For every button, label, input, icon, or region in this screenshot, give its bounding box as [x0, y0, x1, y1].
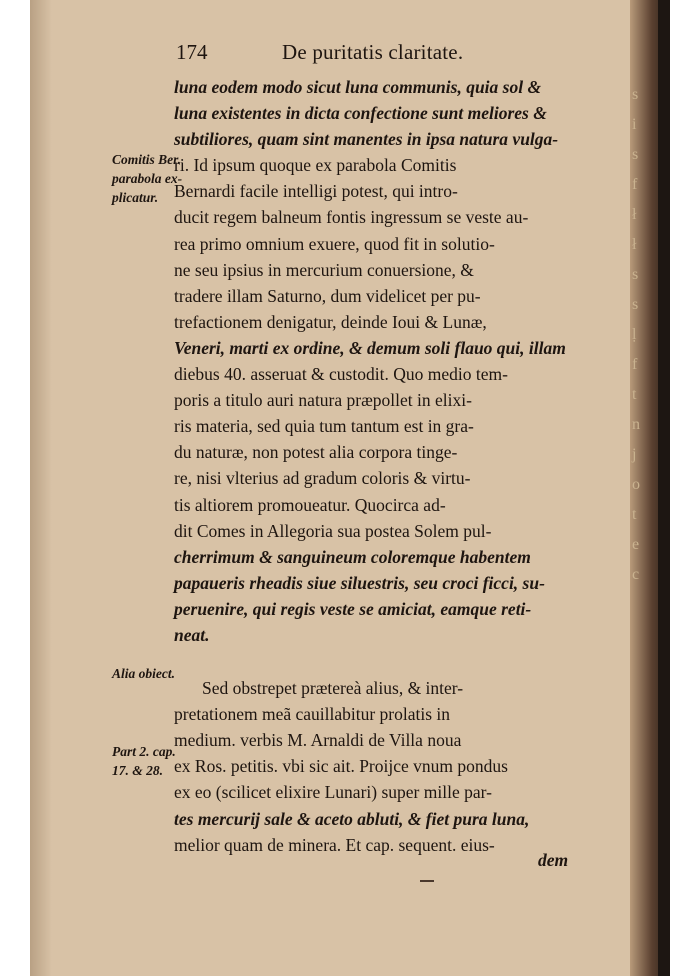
text-line: medium. verbis M. Arnaldi de Villa noua: [174, 730, 462, 751]
marginal-note-line: Part 2. cap.: [112, 744, 176, 759]
text-line: ris materia, sed quia tum tantum est in gra-: [174, 416, 474, 437]
ink-mark: [420, 880, 434, 882]
text-line: peruenire, qui regis veste se amiciat, eamque reti-: [174, 598, 532, 619]
facing-page-letter: s: [632, 86, 639, 103]
facing-page-letter: ł: [632, 236, 637, 253]
text-line: diebus 40. asseruat & custodit. Quo medio tem-: [174, 364, 508, 385]
text-line: ducit regem balneum fontis ingressum se veste au-: [174, 207, 529, 228]
running-head: [176, 40, 596, 70]
text-line: trefactionem denigatur, deinde Ioui & Lunæ,: [174, 311, 487, 332]
facing-page-letter: o: [632, 476, 640, 493]
facing-page-letter: f: [632, 356, 638, 373]
text-line: pretationem meã cauillabitur prolatis in: [174, 704, 451, 725]
text-line: ne seu ipsius in mercurium conuersione, &: [174, 259, 474, 280]
facing-page-letter: e: [632, 536, 640, 553]
text-line: luna eodem modo sicut luna communis, quia sol &: [174, 77, 542, 97]
text-line: ex eo (scilicet elixire Lunari) super mille par-: [174, 782, 492, 803]
facing-page-letter: s: [632, 146, 639, 163]
marginal-note-line: parabola ex-: [112, 171, 183, 186]
text-line: poris a titulo auri natura præpollet in elixi-: [174, 390, 472, 411]
text-line: papaueris rheadis siue siluestris, seu croci ficci, su-: [174, 572, 545, 593]
facing-page-letter: n: [632, 416, 640, 433]
text-line: melior quam de minera. Et cap. sequent. eius-: [174, 834, 495, 855]
marginal-note-line: plicatur.: [112, 190, 159, 205]
text-line: du naturæ, non potest alia corpora tinge-: [174, 442, 458, 463]
text-line: dit Comes in Allegoria sua postea Solem pul-: [174, 520, 492, 541]
text-line: re, nisi vlterius ad gradum coloris & virtu-: [174, 468, 471, 489]
marginal-note: [112, 664, 175, 683]
facing-page-letter: i: [632, 116, 637, 133]
marginal-note-line: Comitis Ber.: [112, 152, 182, 167]
text-line: subtiliores, quam sint manentes in ipsa natura vulga-: [174, 129, 559, 150]
text-line: luna existentes in dicta confectione sunt meliores &: [174, 103, 547, 124]
text-line: Veneri, marti ex ordine, & demum soli flauo qui, illam: [174, 337, 566, 358]
facing-page-letter: ḷ: [632, 326, 637, 343]
paragraph-break: [174, 648, 592, 675]
page-number: 174: [176, 40, 208, 64]
text-line: Sed obstrepet prætereà alius, & inter-: [202, 678, 464, 699]
facing-page-letter: s: [632, 266, 639, 283]
marginal-note-line: Alia obiect.: [112, 666, 175, 681]
text-line: rea primo omnium exuere, quod fit in solutio-: [174, 233, 495, 254]
text-line: ri. Id ipsum quoque ex parabola Comitis: [174, 155, 457, 176]
facing-page-letter: t: [632, 386, 637, 403]
text-line: cherrimum & sanguineum coloremque habentem: [174, 546, 531, 567]
page-shadow: [30, 0, 52, 976]
text-line: neat.: [174, 624, 210, 645]
facing-page-letter: t: [632, 506, 637, 523]
facing-page-letter: ł: [632, 206, 637, 223]
text-line: tes mercurij sale & aceto abluti, & fiet pura luna,: [174, 808, 530, 829]
text-line: ex Ros. petitis. vbi sic ait. Proijce vnum pondus: [174, 756, 508, 777]
facing-page-edge: [658, 0, 670, 976]
facing-page-letter: j: [632, 446, 637, 463]
marginal-note: [112, 150, 182, 207]
facing-page-letter: c: [632, 566, 640, 583]
marginal-note-line: 17. & 28.: [112, 763, 164, 778]
text-line: tis altiorem promoueatur. Quocirca ad-: [174, 494, 446, 515]
catchword: dem: [538, 850, 569, 870]
facing-page-letters: [632, 80, 642, 590]
body-text: [174, 74, 592, 858]
marginal-note: [112, 742, 176, 780]
facing-page-letter: s: [632, 296, 639, 313]
running-title: De puritatis claritate.: [282, 40, 464, 64]
text-line: Bernardi facile intelligi potest, qui intro-: [174, 181, 458, 202]
facing-page-letter: f: [632, 176, 638, 193]
text-line: tradere illam Saturno, dum videlicet per pu-: [174, 285, 481, 306]
